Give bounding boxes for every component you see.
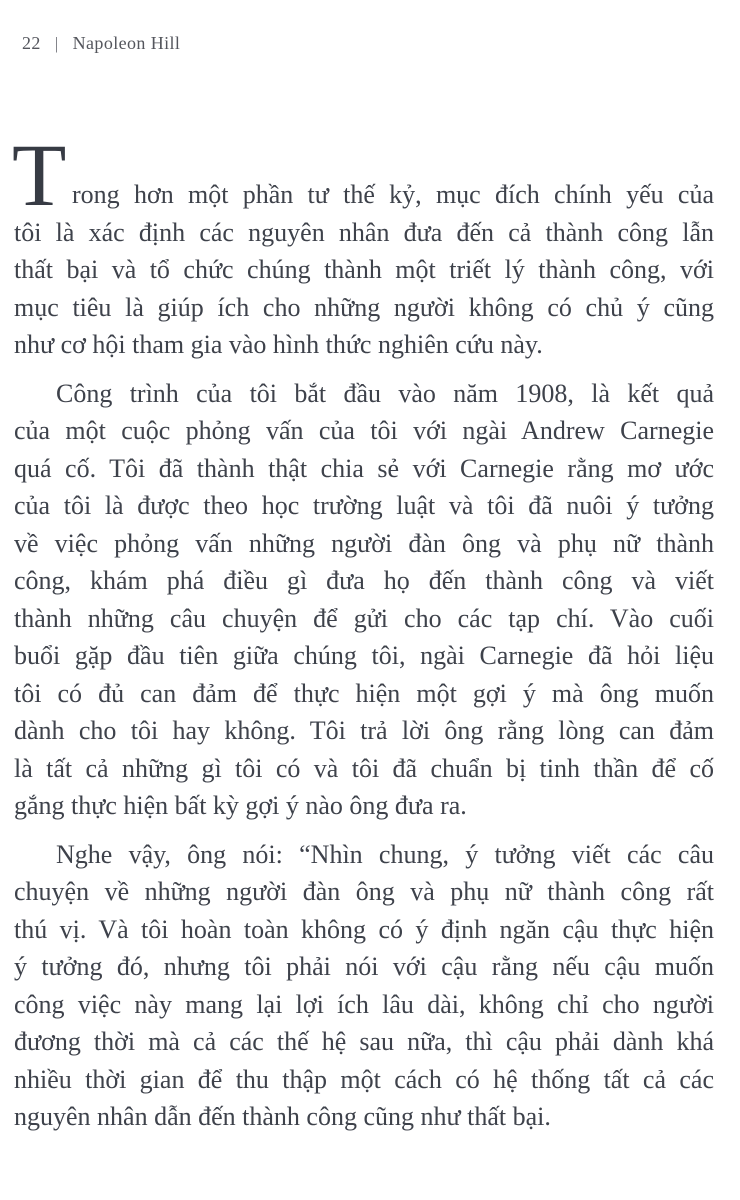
text-line: thất bại và tổ chức chúng thành một triết lý thành công, với: [14, 255, 714, 284]
text-line: thành những câu chuyện để gửi cho các tạp chí. Vào cuối: [14, 603, 714, 633]
page-number: 22: [22, 33, 41, 53]
text-line: Công trình của tôi bắt đầu vào năm 1908, là kết quả: [56, 378, 714, 408]
header-separator: |: [54, 34, 59, 53]
text-line: dành cho tôi hay không. Tôi trả lời ông rằng lòng can đảm: [14, 716, 714, 745]
text-line: thú vị. Và tôi hoàn toàn không có ý định ngăn cậu thực hiện: [14, 914, 714, 944]
text-line: của một cuộc phỏng vấn của tôi với ngài Andrew Carnegie: [14, 416, 714, 445]
text-line: đương thời mà cả các thế hệ sau nữa, thì cậu phải dành khá: [14, 1027, 714, 1056]
paragraph: [12, 127, 714, 364]
paragraph: [14, 836, 714, 1136]
text-line: công việc này mang lại lợi ích lâu dài, không chỉ cho người: [14, 989, 714, 1019]
paragraph: [14, 375, 714, 825]
drop-cap: T: [12, 127, 67, 225]
text-line: tôi có đủ can đảm để thực hiện một gợi ý mà ông muốn: [14, 678, 714, 708]
text-line: ý tưởng đó, nhưng tôi phải nói với cậu rằng nếu cậu muốn: [14, 952, 714, 981]
text-line: nhiều thời gian để thu thập một cách có hệ thống tất cả các: [14, 1064, 714, 1094]
text-line: buổi gặp đầu tiên giữa chúng tôi, ngài Carnegie đã hỏi liệu: [14, 641, 714, 670]
text-line: như cơ hội tham gia vào hình thức nghiên cứu này.: [14, 330, 543, 359]
text-line: gắng thực hiện bất kỳ gợi ý nào ông đưa ra.: [14, 791, 467, 820]
text-line: của tôi là được theo học trường luật và tôi đã nuôi ý tưởng: [14, 491, 714, 520]
text-line: tôi là xác định các nguyên nhân đưa đến cả thành công lẫn: [14, 217, 714, 247]
page-header: [22, 33, 180, 54]
text-line: nguyên nhân dẫn đến thành công cũng như thất bại.: [14, 1102, 551, 1131]
text-line: Nghe vậy, ông nói: “Nhìn chung, ý tưởng viết các câu: [56, 839, 714, 869]
text-line: mục tiêu là giúp ích cho những người không có chủ ý cũng: [14, 292, 714, 322]
text-line: chuyện về những người đàn ông và phụ nữ thành công rất: [14, 877, 714, 906]
text-line: là tất cả những gì tôi có và tôi đã chuẩn bị tinh thần để cố: [14, 753, 714, 783]
book-author: Napoleon Hill: [72, 33, 181, 53]
text-line: rong hơn một phần tư thế kỷ, mục đích chính yếu của: [72, 180, 714, 209]
text-line: quá cố. Tôi đã thành thật chia sẻ với Carnegie rằng mơ ước: [14, 453, 714, 483]
page-body: [12, 127, 714, 1136]
text-line: công, khám phá điều gì đưa họ đến thành công và viết: [14, 566, 714, 595]
text-line: về việc phỏng vấn những người đàn ông và phụ nữ thành: [14, 528, 714, 558]
